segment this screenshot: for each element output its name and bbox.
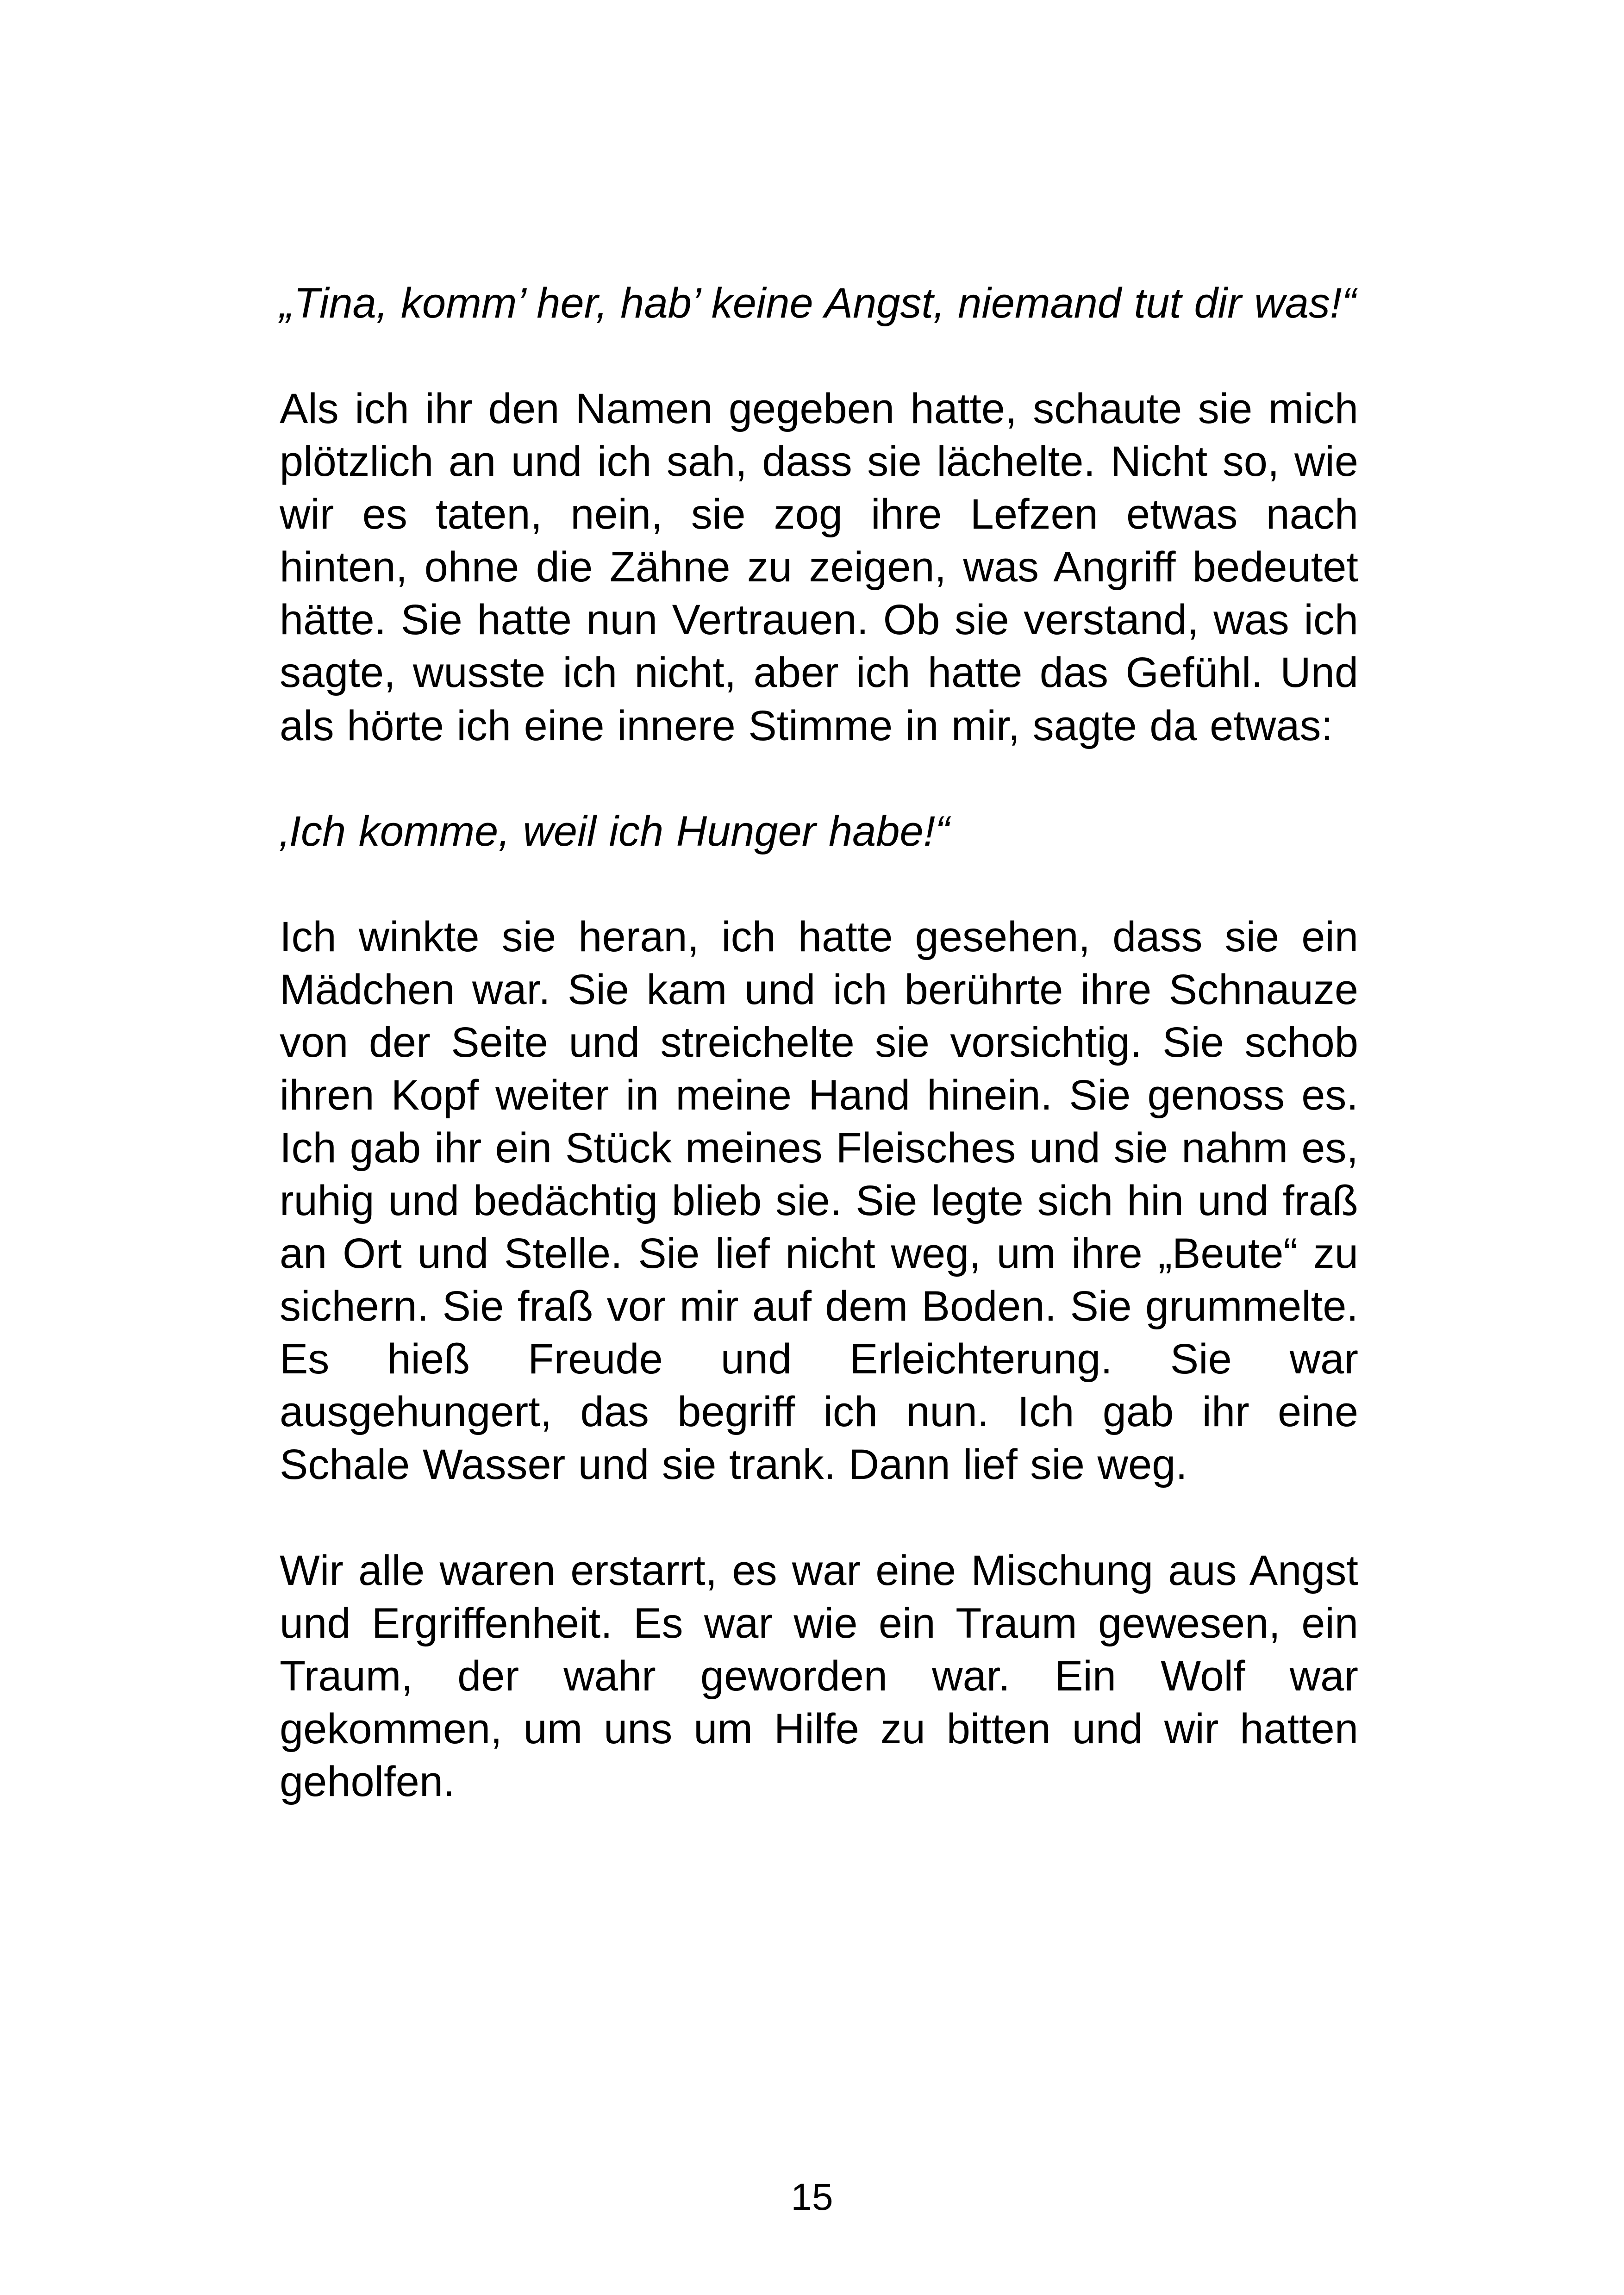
quote-paragraph-2: ‚Ich komme, weil ich Hunger habe!“: [280, 807, 949, 855]
quote-paragraph-1: „Tina, komm’ her, hab’ keine Angst, niemand tut dir was!“: [280, 280, 1356, 327]
body-paragraph-3: Wir alle waren erstarrt, es war eine Mischung aus Angst und Ergriffenheit. Es war wie ein Traum gewesen, ein Traum, der wahr geworden war. Ein Wolf war gekommen, um uns um Hilfe zu bitten und wir hatten geholfen.: [280, 1547, 1358, 1805]
body-paragraph-2: Ich winkte sie heran, ich hatte gesehen, dass sie ein Mädchen war. Sie kam und ich berührte ihre Schnauze von der Seite und streichelte sie vorsichtig. Sie schob ihren Kopf weiter in meine Hand hinein. Sie genoss es. Ich gab ihr ein Stück meines Fleisches und sie nahm es, ruhig und bedächtig blieb sie. Sie legte sich hin und fraß an Ort und Stelle. Sie lief nicht weg, um ihre „Beute“ zu sichern. Sie fraß vor mir auf dem Boden. Sie grummelte. Es hieß Freude und Erleichterung. Sie war ausgehungert, das begriff ich nun. Ich gab ihr eine Schale Wasser und sie trank. Dann lief sie weg.: [280, 913, 1358, 1489]
text-block: [280, 277, 1358, 1861]
body-paragraph-1: Als ich ihr den Namen gegeben hatte, schaute sie mich plötzlich an und ich sah, dass sie lächelte. Nicht so, wie wir es taten, nein, sie zog ihre Lefzen etwas nach hinten, ohne die Zähne zu zeigen, was Angriff bedeutet hätte. Sie hatte nun Vertrauen. Ob sie verstand, was ich sagte, wusste ich nicht, aber ich hatte das Gefühl. Und als hörte ich eine innere Stimme in mir, sagte da etwas:: [280, 385, 1358, 749]
page-number: 15: [791, 2176, 833, 2218]
